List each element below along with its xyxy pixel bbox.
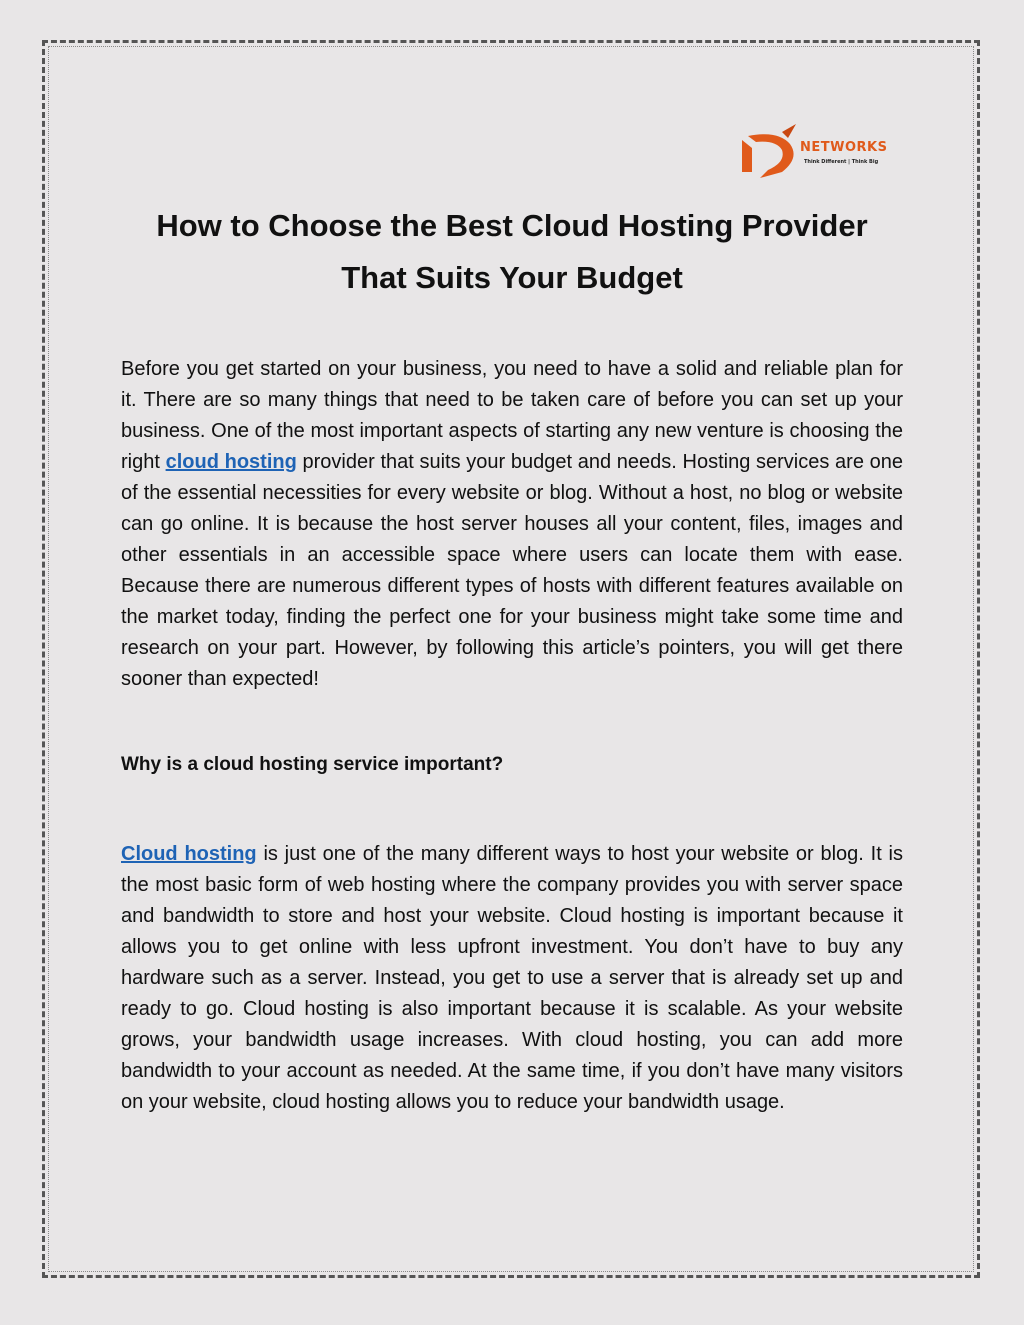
section-body-text: is just one of the many different ways to host your website or blog. It is the most basic form of web hosting where the company provides you with server space and bandwidth to store and host your website. Cloud hosting is important because it allows you to get online with less upfront investment. You don’t have to buy any hardware such as a server. Instead, you get to use a server that is already set up and ready to go. Cloud hosting is also important because it is scalable. As your website grows, your bandwidth usage increases. With cloud hosting, you can add more bandwidth to your account as needed. At the same time, if you don’t have many visitors on your website, cloud hosting allows you to reduce your bandwidth usage. bbox=[121, 843, 903, 1113]
section-heading: Why is a cloud hosting service important? bbox=[121, 754, 504, 775]
cloud-hosting-link[interactable]: cloud hosting bbox=[165, 451, 297, 473]
intro-text-after: provider that suits your budget and needs. Hosting services are one of the essential necessities for every website or blog. Without a host, no blog or website can go online. It is because the host server houses all your content, files, images and other essentials in an accessible space where users can locate them with ease. Because there are numerous different types of hosts with different features available on the market today, finding the perfect one for your business might take some time and research on your part. However, by following this article’s pointers, you will get there sooner than expected! bbox=[121, 451, 904, 690]
title-line-2: That Suits Your Budget bbox=[341, 260, 683, 295]
logo-d-mark-icon bbox=[738, 122, 808, 182]
section-paragraph bbox=[121, 839, 903, 1118]
title-line-1: How to Choose the Best Cloud Hosting Provider bbox=[156, 208, 868, 243]
logo-text: NETWORKS bbox=[800, 140, 888, 155]
logo-tagline: Think Different | Think Big bbox=[804, 159, 879, 165]
cloud-hosting-section-link[interactable]: Cloud hosting bbox=[121, 843, 257, 865]
intro-paragraph bbox=[121, 354, 903, 695]
intro-text-before: Before you get started on your business, you need to have a solid and reliable plan for it. There are so many things that need to be taken care of before you can set up your business. One of the most important aspects of starting any new venture is choosing the right bbox=[121, 358, 903, 473]
page-title bbox=[120, 200, 904, 304]
networks-logo bbox=[738, 122, 902, 182]
